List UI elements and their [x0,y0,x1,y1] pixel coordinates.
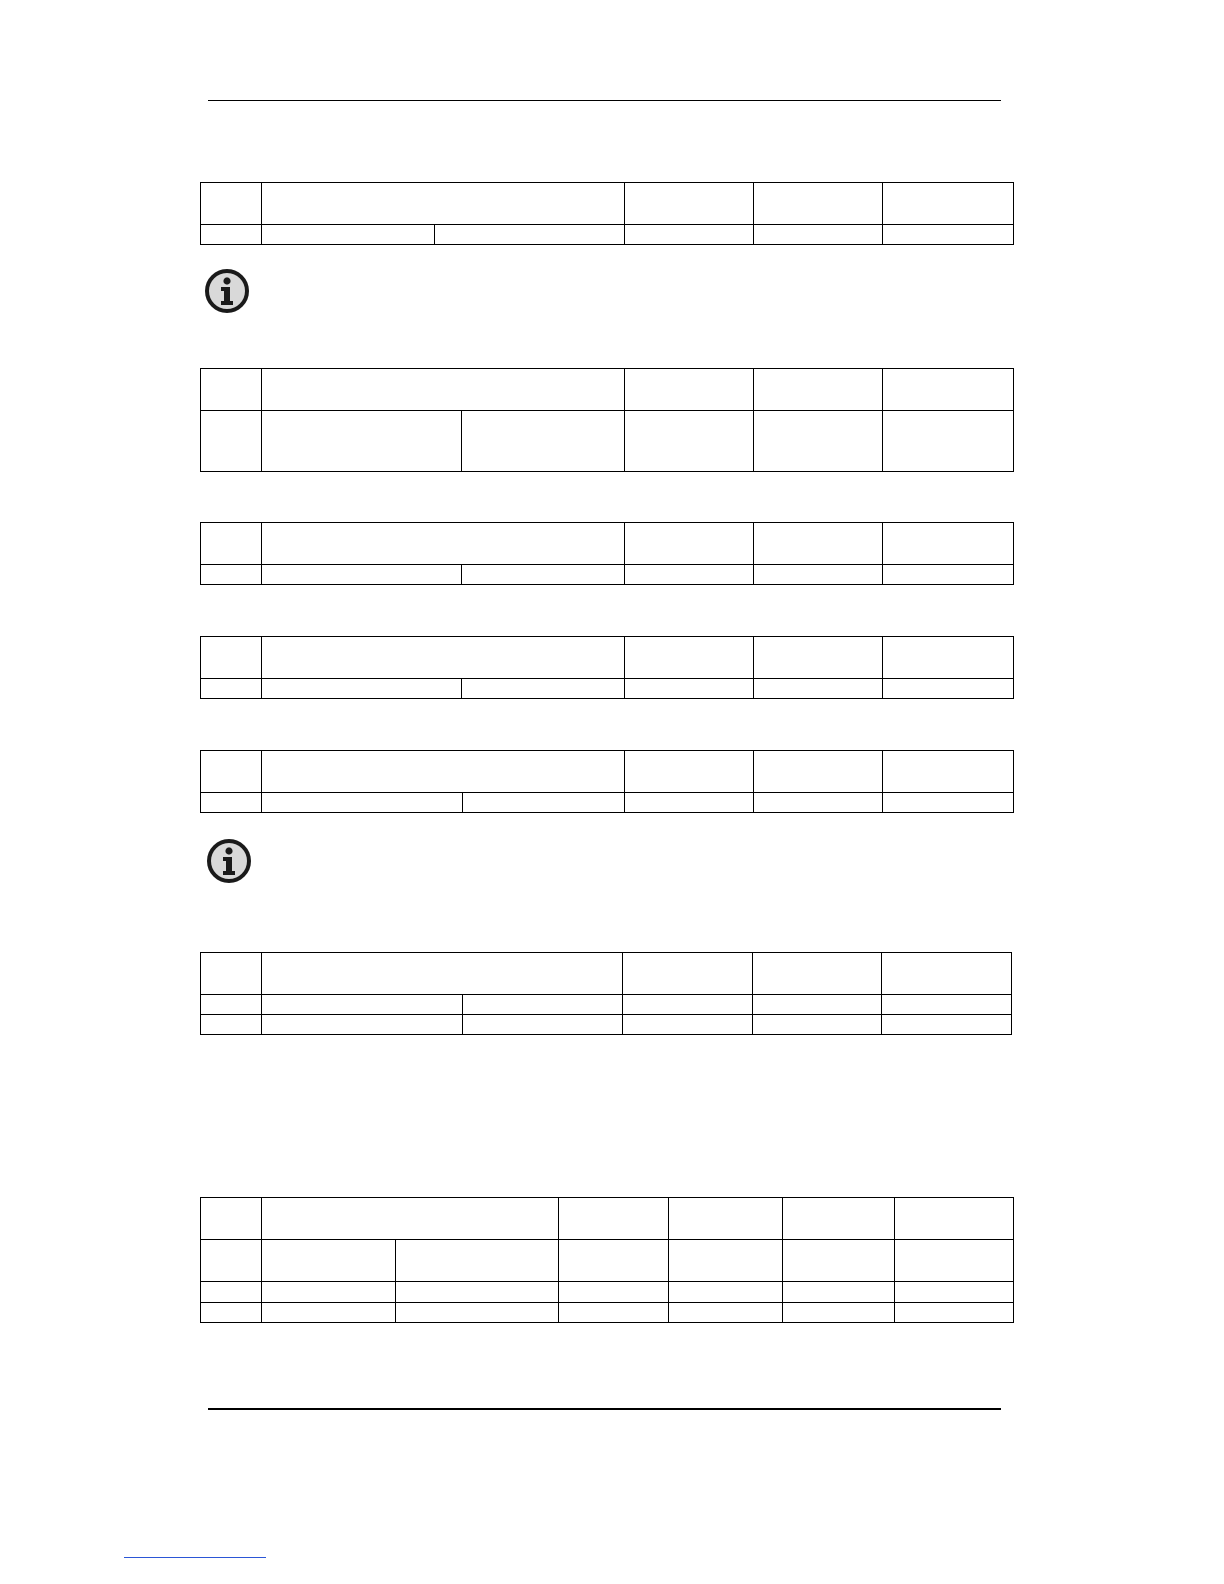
header-rule [208,100,1001,101]
parameter-table-4 [200,636,1014,699]
info-icon [206,838,252,884]
info-icon [204,268,250,314]
parameter-table-1 [200,182,1014,245]
parameter-table-5 [200,750,1014,813]
footer-rule [208,1408,1001,1410]
parameter-table-6 [200,952,1012,1035]
parameter-table-2 [200,368,1014,472]
parameter-table-3 [200,522,1014,585]
parameter-table-7 [200,1197,1014,1323]
footer-link-underline[interactable] [124,1557,266,1558]
